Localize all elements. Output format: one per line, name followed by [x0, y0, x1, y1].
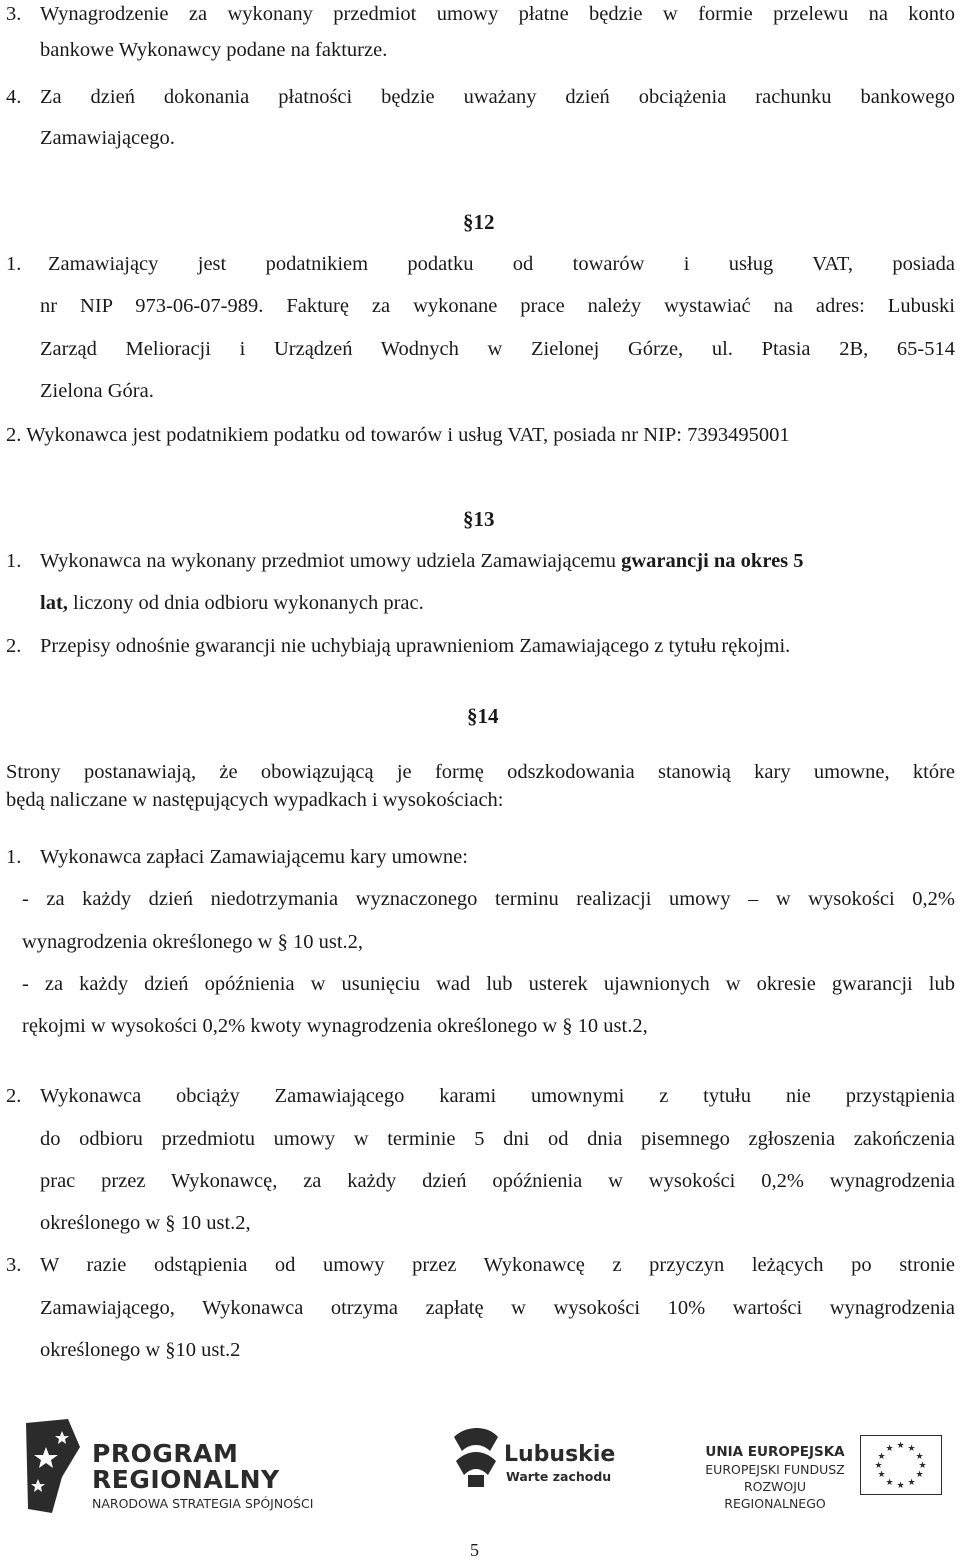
- paragraph-line: Wynagrodzenie za wykonany przedmiot umowy płatne będzie w formie przelewu na konto: [40, 3, 955, 25]
- paragraph-line: W razie odstąpienia od umowy przez Wykonawcę z przyczyn leżących po stronie: [40, 1254, 955, 1276]
- eu-line3: ROZWOJU REGIONALNEGO: [724, 1479, 826, 1511]
- program-regionalny-line3: NARODOWA STRATEGIA SPÓJNOŚCI: [92, 1496, 314, 1511]
- svg-text:★: ★: [915, 1452, 924, 1462]
- svg-text:★: ★: [918, 1461, 927, 1471]
- star-mark-icon: [22, 1417, 84, 1517]
- paragraph-line: bankowe Wykonawcy podane na fakturze.: [40, 39, 388, 61]
- list-number: 4.: [6, 86, 22, 108]
- paragraph-line: Zamawiającego, Wykonawca otrzyma zapłatę w wysokości 10% wartości wynagrodzenia: [40, 1297, 955, 1319]
- paragraph-line: Strony postanawiają, że obowiązującą je formę odszkodowania stanowią kary umowne, które: [6, 761, 955, 783]
- program-regionalny-line1: PROGRAM: [92, 1439, 239, 1468]
- program-regionalny-line2: REGIONALNY: [92, 1465, 280, 1494]
- paragraph-line: Za dzień dokonania płatności będzie uważany dzień obciążenia rachunku bankowego: [40, 86, 955, 108]
- eu-line2: EUROPEJSKI FUNDUSZ: [705, 1462, 845, 1477]
- paragraph-line: będą naliczane w następujących wypadkach i wysokościach:: [6, 789, 504, 811]
- list-number: 3.: [6, 1254, 22, 1276]
- svg-text:★: ★: [874, 1461, 883, 1471]
- svg-text:★: ★: [877, 1470, 886, 1480]
- paragraph-line: rękojmi w wysokości 0,2% kwoty wynagrodzenia określonego w § 10 ust.2,: [22, 1015, 648, 1037]
- paragraph-line: wynagrodzenia określonego w § 10 ust.2,: [22, 931, 364, 953]
- svg-text:★: ★: [907, 1444, 916, 1454]
- paragraph-line: [40, 549, 955, 573]
- section-heading: §13: [463, 507, 495, 531]
- svg-text:★: ★: [915, 1470, 924, 1480]
- paragraph-line: Zamawiający jest podatnikiem podatku od towarów i usług VAT, posiada: [48, 253, 955, 275]
- list-number: 1.: [6, 550, 22, 572]
- list-number: 2.: [6, 635, 22, 657]
- svg-text:★: ★: [896, 1441, 905, 1451]
- paragraph-line: do odbioru przedmiotu umowy w terminie 5 dni od dnia pisemnego zgłoszenia zakończenia: [40, 1128, 955, 1150]
- footer-logos: [0, 1415, 960, 1525]
- svg-text:★: ★: [896, 1481, 905, 1491]
- text-run: liczony od dnia odbioru wykonanych prac.: [67, 592, 424, 614]
- paragraph-line: określonego w §10 ust.2: [40, 1339, 241, 1361]
- list-number: 1.: [6, 846, 22, 868]
- svg-text:★: ★: [907, 1478, 916, 1488]
- paragraph-line: Wykonawca zapłaci Zamawiającemu kary umowne:: [40, 846, 468, 868]
- svg-text:★: ★: [877, 1452, 886, 1462]
- paragraph-line: prac przez Wykonawcę, za każdy dzień opóźnienia w wysokości 0,2% wynagrodzenia: [40, 1170, 955, 1192]
- paragraph-line: Zarząd Melioracji i Urządzeń Wodnych w Zielonej Górze, ul. Ptasia 2B, 65-514: [40, 338, 955, 360]
- paragraph-line: - za każdy dzień niedotrzymania wyznaczonego terminu realizacji umowy – w wysokości 0,2%: [22, 888, 955, 910]
- text-run-bold: gwarancji na okres 5: [621, 550, 804, 572]
- paragraph-line: określonego w § 10 ust.2,: [40, 1212, 251, 1234]
- paragraph-line: Wykonawca obciąży Zamawiającego karami umownymi z tytułu nie przystąpienia: [40, 1085, 955, 1107]
- page-number: 5: [470, 1540, 479, 1560]
- lubuskie-logo: [448, 1423, 618, 1493]
- paragraph-line: - za każdy dzień opóźnienia w usunięciu wad lub usterek ujawnionych w okresie gwarancji lub: [22, 973, 955, 995]
- lubuskie-mark-icon: [448, 1423, 504, 1489]
- paragraph-line: Zamawiającego.: [40, 127, 175, 149]
- section-heading: §14: [467, 704, 499, 728]
- eu-text-block: [700, 1443, 850, 1512]
- paragraph-line: nr NIP 973-06-07-989. Fakturę za wykonane prace należy wystawiać na adres: Lubuski: [40, 295, 955, 317]
- svg-text:★: ★: [885, 1478, 894, 1488]
- paragraph-line: Przepisy odnośnie gwarancji nie uchybiają uprawnieniom Zamawiającego z tytułu rękojmi.: [40, 635, 791, 657]
- paragraph-line: Zielona Góra.: [40, 380, 154, 402]
- paragraph-line: 2. Wykonawca jest podatnikiem podatku od towarów i usług VAT, posiada nr NIP: 7393495001: [6, 424, 790, 446]
- svg-text:★: ★: [885, 1444, 894, 1454]
- paragraph-line: [40, 591, 424, 615]
- text-run-bold: lat,: [40, 592, 68, 614]
- lubuskie-name: Lubuskie: [504, 1442, 616, 1467]
- lubuskie-slogan: Warte zachodu: [506, 1469, 612, 1484]
- list-number: 2.: [6, 1085, 22, 1107]
- eu-flag-icon: [860, 1435, 942, 1495]
- list-number: 1.: [6, 253, 22, 275]
- section-heading: §12: [463, 210, 495, 234]
- text-run: Wykonawca na wykonany przedmiot umowy udziela Zamawiającemu: [40, 550, 622, 572]
- program-regionalny-logo: [22, 1417, 322, 1517]
- list-number: 3.: [6, 3, 22, 25]
- eu-line1: UNIA EUROPEJSKA: [705, 1444, 845, 1460]
